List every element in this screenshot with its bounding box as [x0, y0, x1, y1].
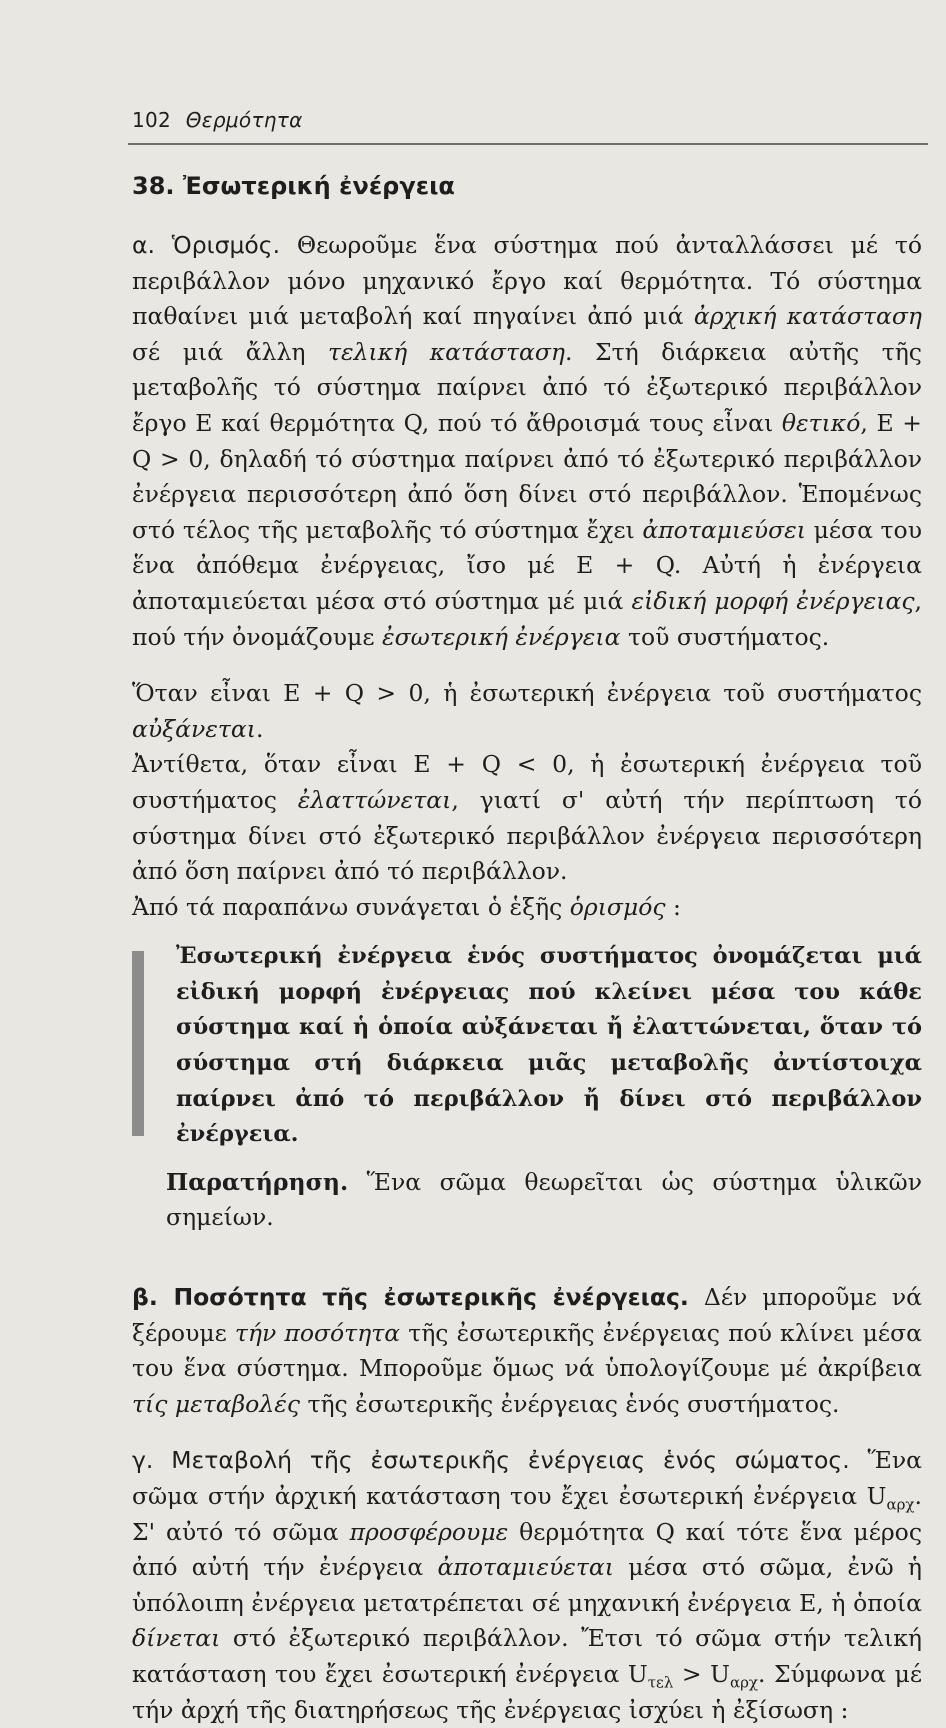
paragraph-conclusion: Ἀπό τά παραπάνω συνάγεται ὁ ἑξῆς ὁρισμός : — [132, 892, 681, 921]
page-number: 102 — [132, 108, 172, 132]
running-title: Θερμότητα — [185, 108, 303, 132]
definition-box — [132, 939, 922, 1153]
subsection-a-label: α. Ὁρισμός. — [132, 231, 281, 259]
header-rule — [128, 143, 928, 145]
paragraph-decrease: Ἀντίθετα, ὅταν εἶναι Ε + Q < 0, ἡ ἐσωτερική ἐνέργεια τοῦ συστήματος ἐλαττώνεται, γιατί σ' αὐτή τήν περίπτωση τό σύστημα δίνει στό ἐξωτερικό περιβάλλον ἐνέργεια περισσότερη ἀπό ὅση παίρνει ἀπό τό περιβάλλον. — [132, 750, 922, 886]
paragraph-quantity: β. Ποσότητα τῆς ἐσωτερικῆς ἐνέργειας. Δέν μποροῦμε νά ξέρουμε τήν ποσότητα τῆς ἐσωτερικῆς ἐνέργειας πού κλίνει μέσα του ἕνα σύστημα. Μποροῦμε ὅμως νά ὑπολογίζουμε μέ ἀκρίβεια τίς μεταβολές τῆς ἐσωτερικῆς ἐνέργειας ἑνός συστήματος. — [132, 1283, 922, 1418]
note-paragraph — [132, 1165, 922, 1236]
running-head — [132, 108, 303, 132]
note-text: Ἕνα σῶμα θεωρεῖται ὡς σύστημα ὑλικῶν σημείων. — [166, 1167, 922, 1232]
definition-text: Ἐσωτερική ἐνέργεια ἑνός συστήματος ὀνομάζεται μιά εἰδική μορφή ἐνέργειας πού κλείνει μέσα του κάθε σύστημα καί ἡ ὁποία αὐξάνεται ἤ ἐλαττώνεται, ὅταν τό σύστημα στή διάρκεια μιᾶς μεταβολῆς ἀντίστοιχα παίρνει ἀπό τό περιβάλλον ἤ δίνει στό περιβάλλον ἐνέργεια. — [176, 943, 922, 1148]
definition-marker-bar — [132, 951, 144, 1136]
note-label: Παρατήρηση. — [166, 1167, 349, 1196]
subsection-b-label: β. Ποσότητα τῆς ἐσωτερικῆς ἐνέργειας. — [132, 1283, 689, 1312]
paragraph-increase: Ὅταν εἶναι Ε + Q > 0, ἡ ἐσωτερική ἐνέργεια τοῦ συστήματος αὐξάνεται. — [132, 679, 922, 743]
page-content — [132, 168, 922, 1728]
paragraph-definition-intro: α. Ὁρισμός. Θεωροῦμε ἕνα σύστημα πού ἀνταλλάσσει μέ τό περιβάλλον μόνο μηχανικό ἔργο καί θερμότητα. Τό σύστημα παθαίνει μιά μεταβολή καί πηγαίνει ἀπό μιά ἀρχική κατάσταση σέ μιά ἄλλη τελική κατάσταση. Στή διάρκεια αὐτῆς τῆς μεταβολῆς τό σύστημα παίρνει ἀπό τό ἐξωτερικό περιβάλλον ἔργο Ε καί θερμότητα Q, πού τό ἄθροισμά τους εἶναι θετικό, Ε + Q > 0, δηλαδή τό σύστημα παίρνει ἀπό τό ἐξωτερικό περιβάλλον ἐνέργεια περισσότερη ἀπό ὅση δίνει στό περιβάλλον. Ἑπομένως στό τέλος τῆς μεταβολῆς τό σύστημα ἔχει ἀποταμιεύσει μέσα του ἕνα ἀπόθεμα ἐνέργειας, ἴσο μέ Ε + Q. Αὐτή ἡ ἐνέργεια ἀποταμιεύεται μέσα στό σύστημα μέ μιά εἰδική μορφή ἐνέργειας, πού τήν ὀνομάζουμε ἐσωτερική ἐνέργεια τοῦ συστήματος. — [132, 231, 923, 651]
subsection-c-label: γ. Μεταβολή τῆς ἐσωτερικῆς ἐνέργειας ἑνός σώματος. — [132, 1446, 850, 1475]
section-title: 38. Ἐσωτερική ἐνέργεια — [132, 172, 455, 200]
paragraph-change: γ. Μεταβολή τῆς ἐσωτερικῆς ἐνέργειας ἑνός σώματος. Ἕνα σῶμα στήν ἀρχική κατάσταση του ἔχει ἐσωτερική ἐνέργεια $U_{\alpha\rho\chi}$. Σ' αὐτό τό σῶμα προσφέρουμε θερμότητα Q καί τότε ἕνα μέρος ἀπό αὐτή τήν ἐνέργεια ἀποταμιεύεται μέσα στό σῶμα, ἐνῶ ἡ ὑπόλοιπη ἐνέργεια μετατρέπεται σέ μηχανική ἐνέργεια Ε, ἡ ὁποία δίνεται στό ἐξωτερικό περιβάλλον. Ἔτσι τό σῶμα στήν τελική κατάσταση του ἔχει ἐσωτερική ἐνέργεια $U_{\tau\varepsilon\lambda} > U_{\alpha\rho\chi}$. Σύμφωνα μέ τήν ἀρχή τῆς διατηρήσεως τῆς ἐνέργειας ἰσχύει ἡ ἐξίσωση : — [132, 1446, 923, 1724]
